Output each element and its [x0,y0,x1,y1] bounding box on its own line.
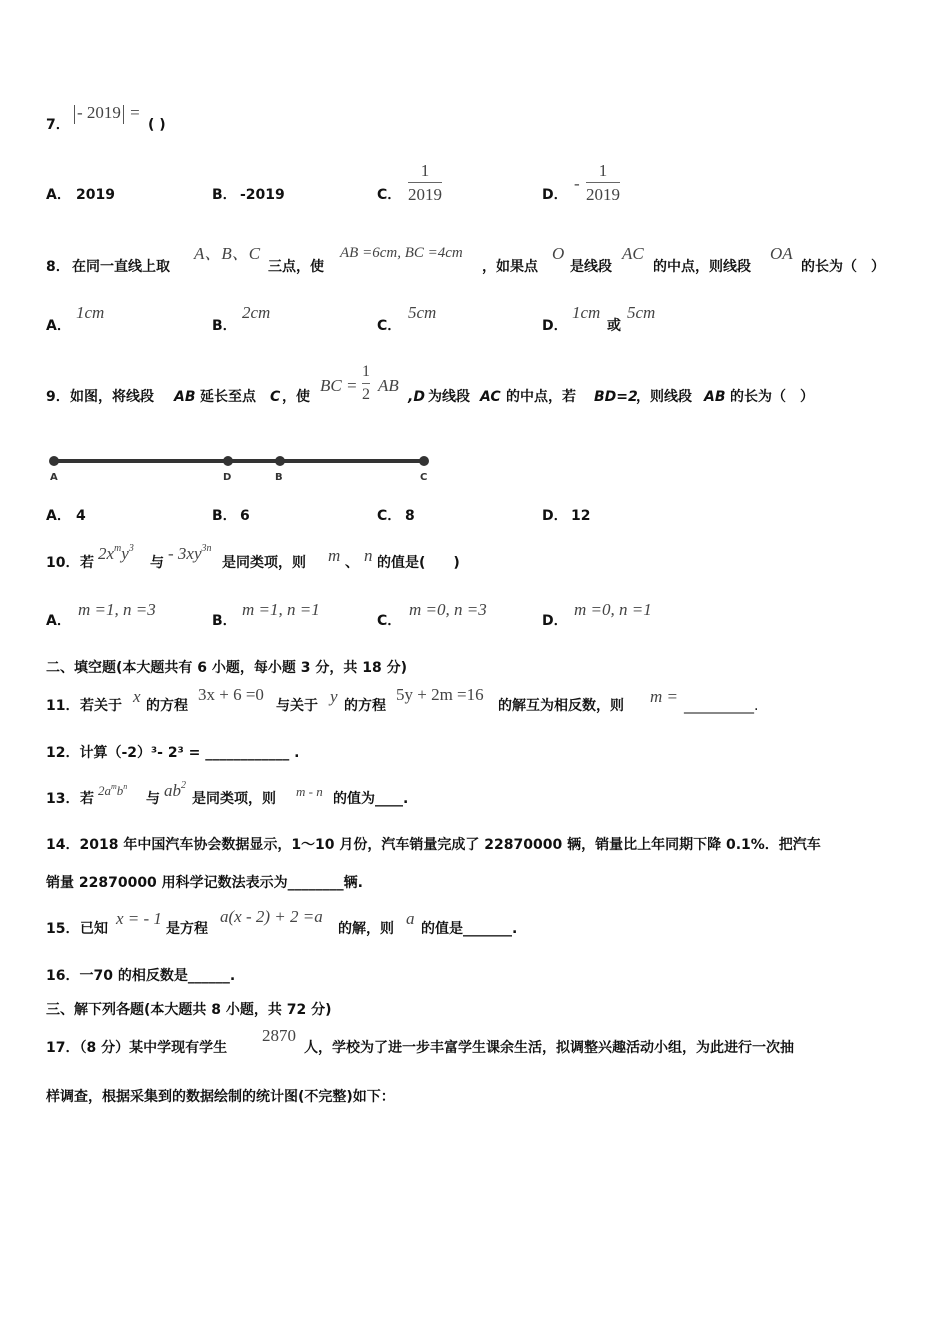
q10-term-2: - $3xy^{3n}$ [168,543,212,563]
q9-text-5: 为线段 [428,389,470,405]
q10-m: m [328,546,341,565]
q11-number: 11． [46,698,80,714]
q8-option-c: 5cm [408,303,437,322]
q8-text-3: ，如果点 [482,259,538,275]
q9-option-c-label: C． [377,508,402,524]
q7-option-d-sign: - [574,174,580,193]
q9-text-2: 延长至点 [200,389,256,405]
q10-option-b: m =1, n =1 [242,600,320,619]
q10-option-d: m =0, n =1 [574,600,652,619]
q10-number: 10． [46,555,80,571]
point-a-dot [49,456,59,466]
q8-option-d-2: 5cm [627,303,656,322]
q9-d: ,D [408,389,425,405]
q8-option-c-label: C． [377,318,402,334]
q13-term-1: $2a^mb^n$ [98,782,128,798]
q11-text-3: 与关于 [276,698,318,714]
q11-m: m = [650,687,678,706]
q7-number: 7． [46,117,70,133]
q11-text-4: 的方程 [344,698,386,714]
q15-equation: a(x - 2) + 2 =a [220,907,323,926]
q9-option-a: 4 [76,508,86,524]
q16-text: 16．一70 的相反数是______. [46,968,236,984]
q10-text-4: 的值是( ) [377,555,460,571]
q15-condition: x = - 1 [116,909,162,928]
q10-option-d-label: D． [542,613,568,629]
q9-lhs: BC = [320,376,358,395]
point-d-dot [223,456,233,466]
q8-points: A、B、C [194,244,261,263]
q8-number: 8． [46,259,70,275]
q7-option-b: -2019 [240,187,285,203]
q8-option-d-or: 或 [607,318,621,334]
q11-blank[interactable]: __________. [684,698,759,714]
q15-text-2: 是方程 [166,921,208,937]
q8-option-d-1: 1cm [572,303,601,322]
q8-segment-ac: AC [622,244,644,263]
q17-text-1: 17．（8 分）某中学现有学生 [46,1040,228,1056]
q9-text-6: 的中点，若 [506,389,576,405]
q9-line-figure [40,450,440,486]
q9-bd: BD=2 [594,389,638,405]
q17-text-2: 人，学校为了进一步丰富学生课余生活，拟调整兴趣活动小组，为此进行一次抽 [304,1040,794,1056]
q13-text-3: 是同类项，则 [192,791,276,807]
q8-option-a: 1cm [76,303,105,322]
section-2-heading: 二、填空题(本大题共有 6 小题，每小题 3 分，共 18 分) [46,660,408,676]
q8-option-d-label: D． [542,318,568,334]
q9-option-b: 6 [240,508,250,524]
q9-text-1: 如图，将线段 [70,389,154,405]
q10-n: n [364,546,373,565]
q17-line-2: 样调查，根据采集到的数据绘制的统计图(不完整)如下： [46,1089,395,1105]
q11-text-1: 若关于 [80,698,122,714]
point-b-label: B [275,472,283,483]
q7-option-c-fraction: 1 2019 [408,161,442,204]
section-3-heading: 三、解下列各题(本大题共 8 小题，共 72 分) [46,1002,332,1018]
q7-option-b-label: B． [212,187,237,203]
q13-text-1: 若 [80,791,94,807]
q14-line-2: 销量 22870000 用科学记数法表示为________辆. [46,875,363,891]
q7-option-a: 2019 [76,187,115,203]
point-c-label: C [420,472,428,483]
point-a-label: A [50,472,58,483]
q8-text-5: 的中点，则线段 [653,259,751,275]
q11-text-2: 的方程 [146,698,188,714]
q7-option-c-label: C． [377,187,402,203]
q8-point-o: O [552,244,565,263]
q13-term-2: $ab^2$ [164,780,186,800]
q13-text-2: 与 [146,791,160,807]
q9-text-8: 的长为（ ） [730,389,814,405]
q8-condition: AB =6cm, BC =4cm [340,245,463,261]
q8-text-4: 是线段 [570,259,612,275]
q10-option-a: m =1, n =3 [78,600,156,619]
q7-paren: ( ) [148,117,166,133]
q11-x: x [133,687,141,706]
q11-y: y [330,687,338,706]
q13-text-4: 的值为____. [333,791,409,807]
q8-option-b: 2cm [242,303,271,322]
q9-fraction: 1 2 [362,363,370,403]
q9-number: 9． [46,389,70,405]
q10-text-3: 是同类项，则 [222,555,306,571]
q10-text-2: 与 [150,555,164,571]
q11-text-5: 的解互为相反数，则 [498,698,624,714]
q8-option-a-label: A． [46,318,71,334]
q9-option-c: 8 [405,508,415,524]
q10-option-b-label: B． [212,613,237,629]
q8-option-b-label: B． [212,318,237,334]
q10-sep: 、 [345,555,359,571]
q13-number: 13． [46,791,80,807]
q7-option-d-label: D． [542,187,568,203]
q7-expression: - 2019 = [72,104,140,124]
point-d-label: D [223,472,232,483]
q9-c-1: C [270,389,281,405]
q14-line-1: 14．2018 年中国汽车协会数据显示，1～10 月份，汽车销量完成了 22870000 辆，销量比上年同期下降 0.1%．把汽车 [46,837,821,853]
point-c-dot [419,456,429,466]
q15-text-1: 已知 [80,921,108,937]
q10-option-c: m =0, n =3 [409,600,487,619]
q9-rhs: AB [378,376,399,395]
q10-option-c-label: C． [377,613,402,629]
point-b-dot [275,456,285,466]
q9-ab-2: AB [704,389,726,405]
q10-option-a-label: A． [46,613,71,629]
q9-text-7: ，则线段 [636,389,692,405]
q15-a: a [406,909,415,928]
q15-text-4: 的值是_______. [421,921,518,937]
q15-number: 15． [46,921,80,937]
q9-option-d-label: D． [542,508,568,524]
q11-equation-2: 5y + 2m =16 [396,685,484,704]
q9-ab-1: AB [174,389,196,405]
q11-equation-1: 3x + 6 =0 [198,685,264,704]
q9-option-a-label: A． [46,508,71,524]
q9-text-3: ，使 [282,389,310,405]
q8-text-6: 的长为（ ） [801,259,885,275]
q10-term-1: $2x^my^3$ [98,543,134,563]
q9-option-d: 12 [571,508,591,524]
q8-segment-oa: OA [770,244,793,263]
q7-option-d-fraction: 1 2019 [586,161,620,204]
q8-text-1: 在同一直线上取 [72,259,170,275]
q8-text-2: 三点，使 [268,259,324,275]
q9-ac: AC [480,389,501,405]
q10-text-1: 若 [80,555,94,571]
q15-text-3: 的解，则 [338,921,394,937]
q9-option-b-label: B． [212,508,237,524]
q13-expression: m - n [296,784,323,799]
q12-text: 12．计算（-2）³- 2³ = ____________ . [46,745,300,761]
q17-student-count: 2870 [262,1026,296,1045]
q7-option-a-label: A． [46,187,71,203]
